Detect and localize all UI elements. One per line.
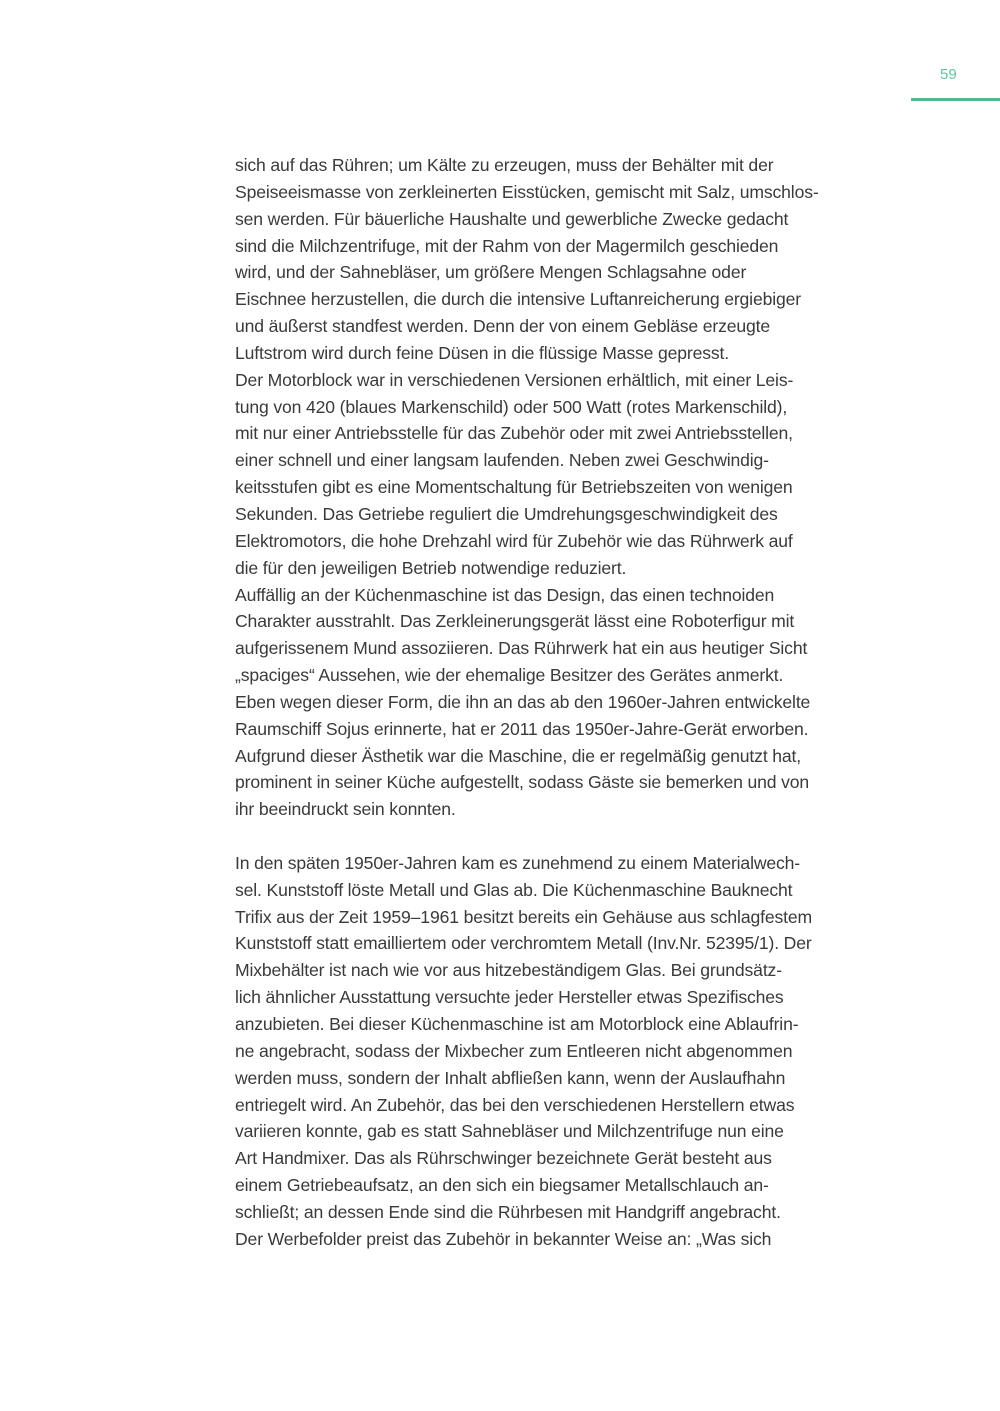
text-line: Der Motorblock war in verschiedenen Versionen erhältlich, mit einer Leis- — [235, 369, 794, 390]
text-line: schließt; an dessen Ende sind die Rührbesen mit Handgriff angebracht. — [235, 1201, 781, 1222]
text-line: Mixbehälter ist nach wie vor aus hitzebeständigem Glas. Bei grundsätz- — [235, 960, 782, 981]
paragraph-gap — [235, 823, 915, 850]
text-line: Auffällig an der Küchenmaschine ist das Design, das einen technoiden — [235, 584, 775, 605]
paragraph — [235, 152, 915, 823]
text-line: Eben wegen dieser Form, die ihn an das ab den 1960er-Jahren entwickelte — [235, 691, 811, 712]
text-line: die für den jeweiligen Betrieb notwendige reduziert. — [235, 557, 627, 578]
text-line: Der Werbefolder preist das Zubehör in bekannter Weise an: „Was sich — [235, 1228, 772, 1249]
text-line: Luftstrom wird durch feine Düsen in die flüssige Masse gepresst. — [235, 342, 730, 363]
text-line: ihr beeindruckt sein konnten. — [235, 799, 456, 820]
text-line: einer schnell und einer langsam laufenden. Neben zwei Geschwindig- — [235, 450, 769, 471]
text-line: sich auf das Rühren; um Kälte zu erzeugen, muss der Behälter mit der — [235, 155, 774, 175]
text-line: mit nur einer Antriebsstelle für das Zubehör oder mit zwei Antriebsstellen, — [235, 423, 793, 444]
text-line: Elektromotors, die hohe Drehzahl wird für Zubehör wie das Rührwerk auf — [235, 530, 793, 551]
text-line: ne angebracht, sodass der Mixbecher zum Entleeren nicht abgenommen — [235, 1040, 793, 1061]
body-text — [235, 152, 915, 1253]
text-line: prominent in seiner Küche aufgestellt, sodass Gäste sie bemerken und von — [235, 772, 810, 793]
page-number: 59 — [940, 66, 957, 83]
paragraph — [235, 850, 915, 1253]
text-line: „spaciges“ Aussehen, wie der ehemalige Besitzer des Gerätes anmerkt. — [235, 665, 784, 686]
text-line: Speiseeismasse von zerkleinerten Eisstücken, gemischt mit Salz, umschlos- — [235, 181, 819, 202]
header-rule — [911, 98, 1000, 101]
text-line: In den späten 1950er-Jahren kam es zunehmend zu einem Materialwech- — [235, 852, 801, 873]
text-line: Aufgrund dieser Ästhetik war die Maschine, die er regelmäßig genutzt hat, — [235, 745, 802, 766]
text-line: wird, und der Sahnebläser, um größere Mengen Schlagsahne oder — [235, 262, 747, 283]
text-line: werden muss, sondern der Inhalt abfließen kann, wenn der Auslaufhahn — [235, 1067, 786, 1088]
text-line: und äußerst standfest werden. Denn der von einem Gebläse erzeugte — [235, 316, 771, 337]
text-line: Raumschiff Sojus erinnerte, hat er 2011 das 1950er-Jahre-Gerät erworben. — [235, 718, 809, 739]
text-line: anzubieten. Bei dieser Küchenmaschine ist am Motorblock eine Ablaufrin- — [235, 1014, 799, 1034]
text-line: sen werden. Für bäuerliche Haushalte und gewerbliche Zwecke gedacht — [235, 208, 789, 229]
text-line: variieren konnte, gab es statt Sahnebläser und Milchzentrifuge nun eine — [235, 1121, 784, 1142]
text-line: aufgerissenem Mund assoziieren. Das Rührwerk hat ein aus heutiger Sicht — [235, 638, 808, 659]
text-line: keitsstufen gibt es eine Momentschaltung für Betriebszeiten von wenigen — [235, 477, 793, 498]
text-line: sind die Milchzentrifuge, mit der Rahm von der Magermilch geschieden — [235, 235, 779, 256]
text-line: entriegelt wird. An Zubehör, das bei den verschiedenen Herstellern etwas — [235, 1094, 795, 1115]
text-line: tung von 420 (blaues Markenschild) oder 500 Watt (rotes Markenschild), — [235, 396, 788, 417]
text-line: Sekunden. Das Getriebe reguliert die Umdrehungsgeschwindigkeit des — [235, 503, 778, 524]
text-line: Art Handmixer. Das als Rührschwinger bezeichnete Gerät besteht aus — [235, 1148, 772, 1169]
text-line: lich ähnlicher Ausstattung versuchte jeder Hersteller etwas Spezifisches — [235, 987, 784, 1008]
text-line: sel. Kunststoff löste Metall und Glas ab. Die Küchenmaschine Bauknecht — [235, 879, 793, 900]
text-line: Trifix aus der Zeit 1959–1961 besitzt bereits ein Gehäuse aus schlagfestem — [235, 906, 812, 927]
text-line: Eischnee herzustellen, die durch die intensive Luftanreicherung ergiebiger — [235, 289, 801, 310]
text-line: Kunststoff statt emailliertem oder verchromtem Metall (Inv.Nr. 52395/1). Der — [235, 933, 812, 954]
text-line: Charakter ausstrahlt. Das Zerkleinerungsgerät lässt eine Roboterfigur mit — [235, 611, 795, 632]
text-line: einem Getriebeaufsatz, an den sich ein biegsamer Metallschlauch an- — [235, 1175, 769, 1196]
